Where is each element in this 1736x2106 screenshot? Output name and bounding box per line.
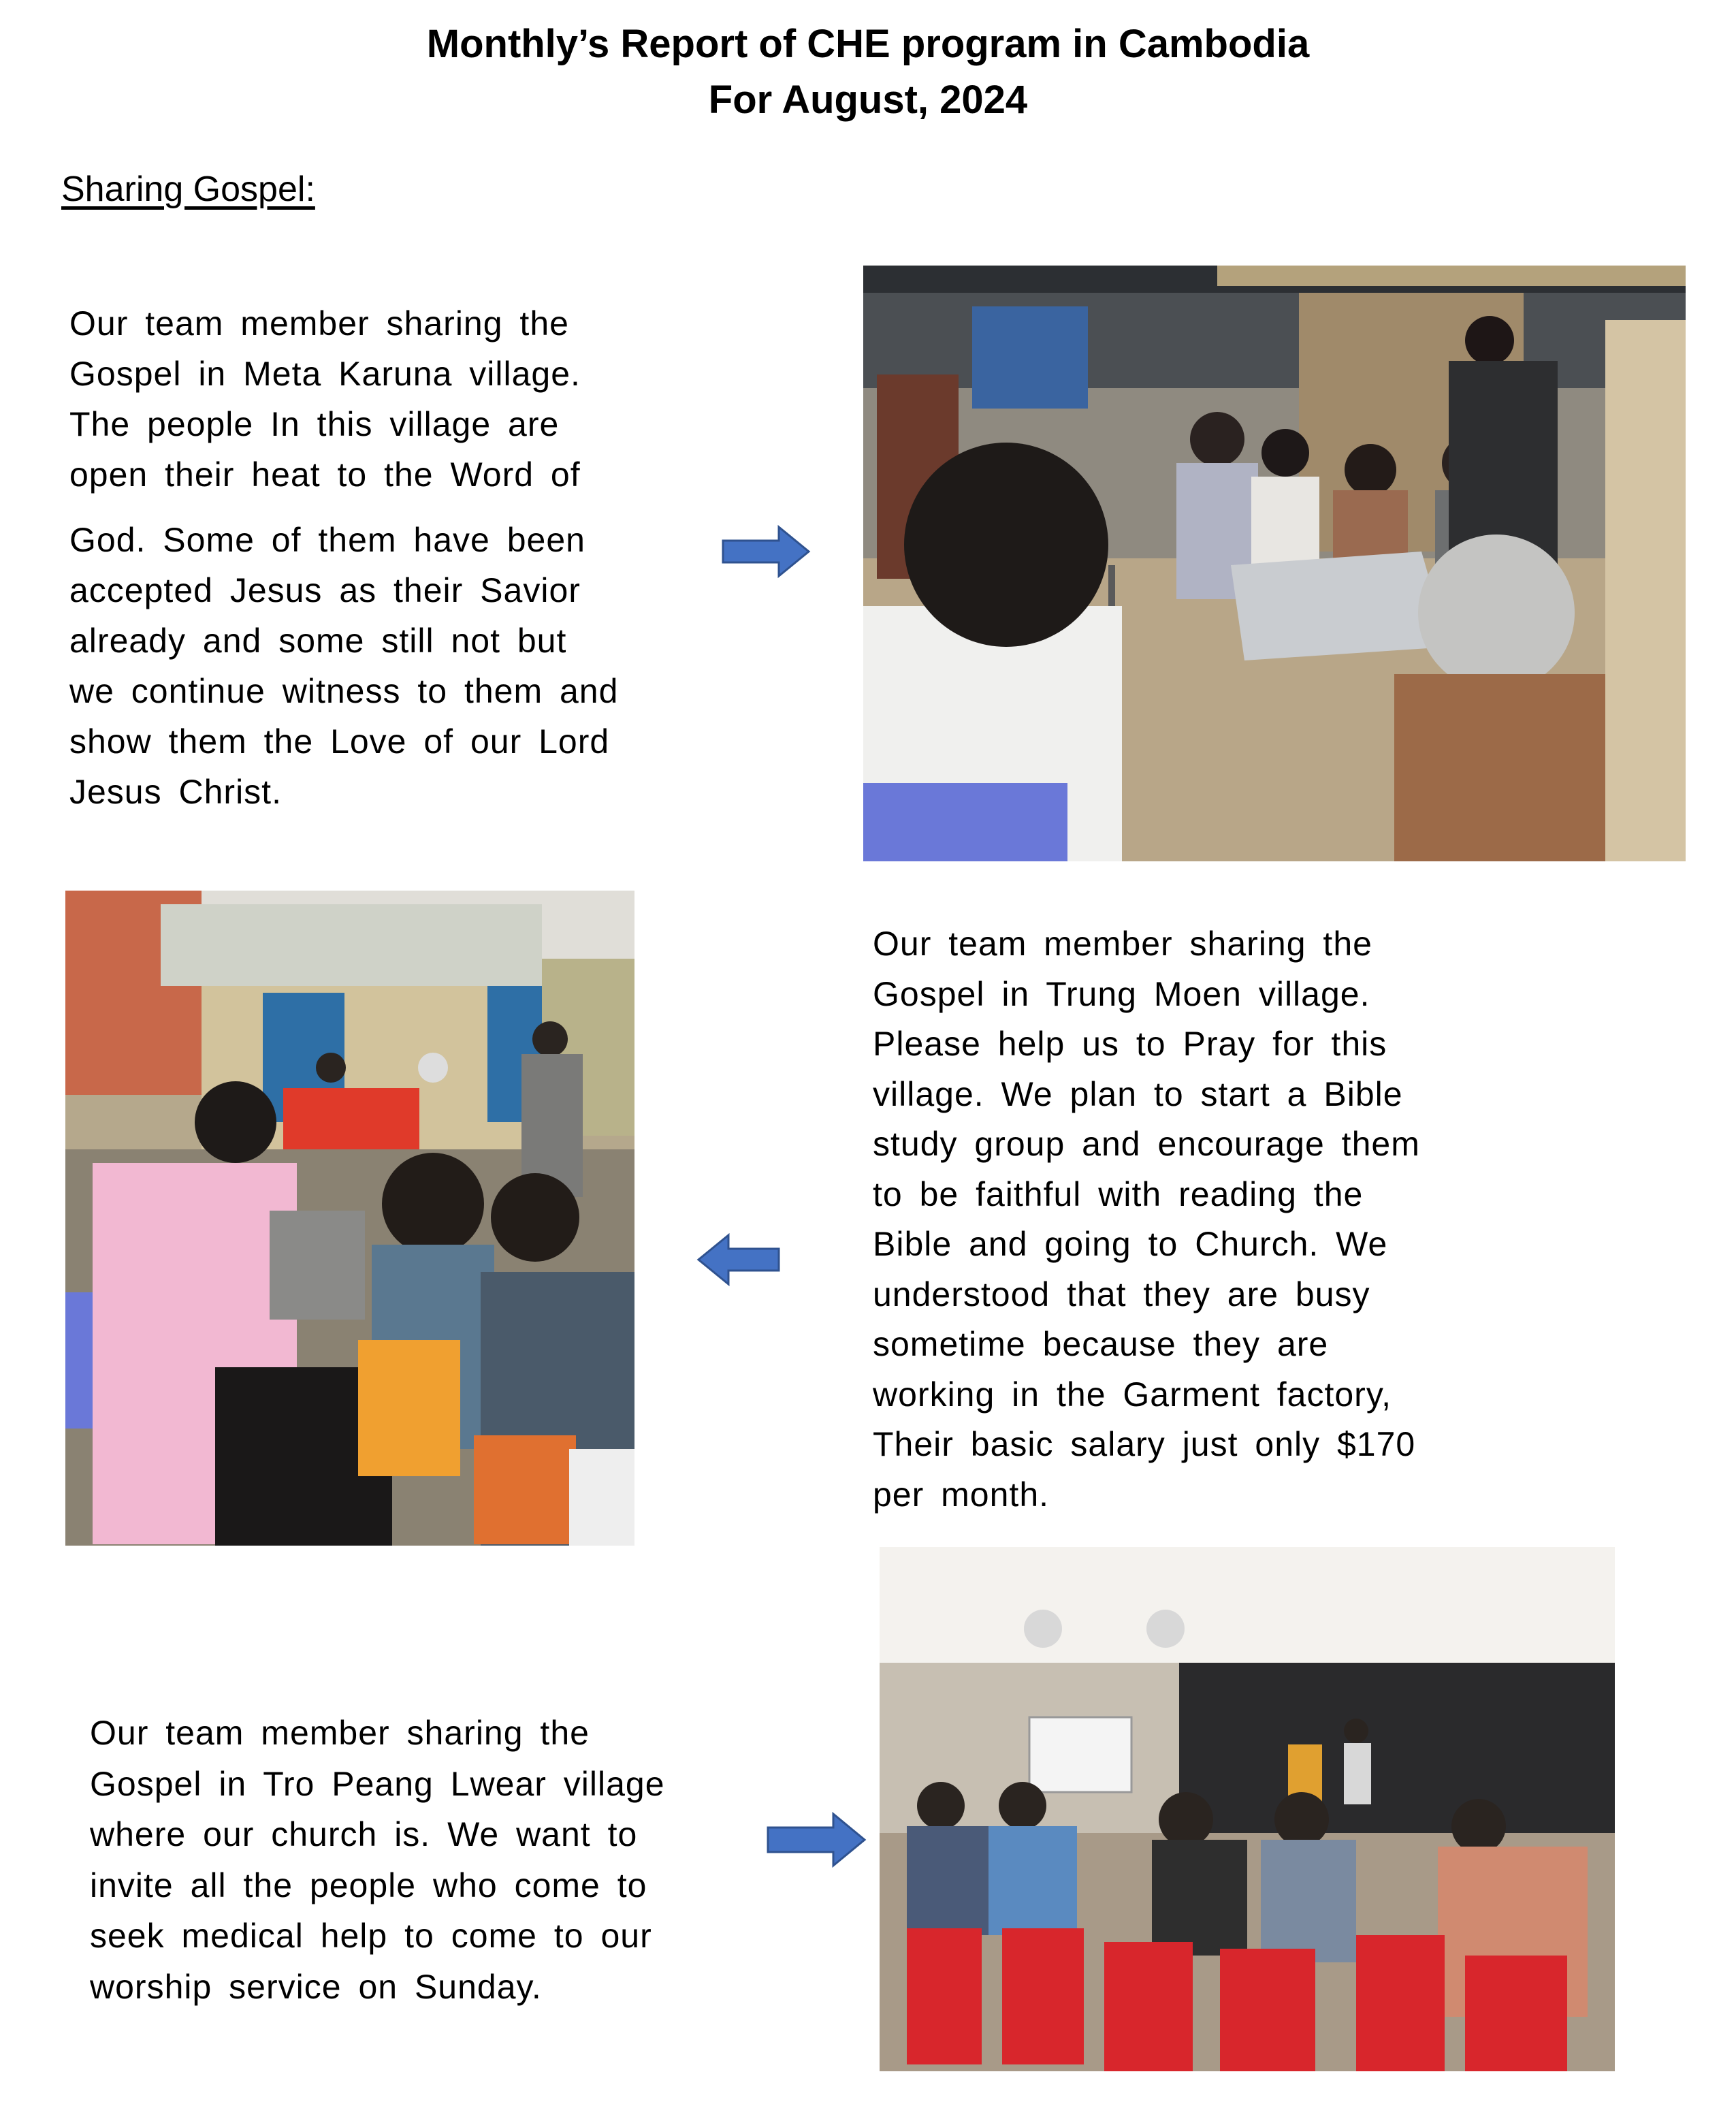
report-title-line-2: For August, 2024 xyxy=(708,78,1028,122)
paragraph-line: Our team member sharing the xyxy=(90,1714,590,1752)
arrow-right-icon xyxy=(767,1811,867,1868)
block-2-paragraph xyxy=(873,919,1420,1520)
report-title-line-1: Monthly’s Report of CHE program in Cambodia xyxy=(426,22,1310,66)
paragraph-line: study group and encourage them xyxy=(873,1125,1420,1163)
paragraph-line: seek medical help to come to our xyxy=(90,1917,652,1955)
paragraph-line: open their heat to the Word of xyxy=(69,456,581,494)
arrow-left-icon xyxy=(696,1232,782,1287)
paragraph-line: Their basic salary just only $170 xyxy=(873,1425,1416,1463)
paragraph-line: God. Some of them have been xyxy=(69,521,585,559)
church-hall-photo xyxy=(880,1547,1615,2071)
paragraph-line: invite all the people who come to xyxy=(90,1866,647,1904)
paragraph-line: working in the Garment factory, xyxy=(873,1375,1392,1414)
paragraph-line: village. We plan to start a Bible xyxy=(873,1074,1403,1113)
paragraph-line: understood that they are busy xyxy=(873,1275,1370,1313)
paragraph-line: we continue witness to them and xyxy=(69,672,619,710)
paragraph-line: The people In this village are xyxy=(69,405,560,443)
block-3-paragraph xyxy=(90,1708,665,2012)
arrow-right-icon xyxy=(722,524,811,579)
paragraph-line: Gospel in Meta Karuna village. xyxy=(69,355,581,393)
paragraph-line: sometime because they are xyxy=(873,1325,1329,1363)
paragraph-line: accepted Jesus as their Savior xyxy=(69,571,581,609)
paragraph-line: per month. xyxy=(873,1475,1050,1514)
paragraph-line: already and some still not but xyxy=(69,622,567,660)
paragraph-line: worship service on Sunday. xyxy=(90,1967,542,2006)
block-1-paragraph xyxy=(69,298,618,817)
paragraph-line: Our team member sharing the xyxy=(69,304,569,342)
paragraph-line: Gospel in Trung Moen village. xyxy=(873,974,1370,1013)
section-heading: Sharing Gospel: xyxy=(61,170,315,209)
outdoor-gathering-photo xyxy=(863,266,1686,861)
paragraph-line: Jesus Christ. xyxy=(69,773,282,811)
paragraph-line: Our team member sharing the xyxy=(873,925,1372,963)
paragraph-line: to be faithful with reading the xyxy=(873,1175,1364,1213)
paragraph-line: Bible and going to Church. We xyxy=(873,1225,1388,1263)
paragraph-line: where our church is. We want to xyxy=(90,1815,638,1853)
paragraph-line: Please help us to Pray for this xyxy=(873,1025,1387,1063)
paragraph-line: show them the Love of our Lord xyxy=(69,722,610,761)
village-yard-gathering-photo xyxy=(65,891,634,1546)
paragraph-line: Gospel in Tro Peang Lwear village xyxy=(90,1764,665,1803)
